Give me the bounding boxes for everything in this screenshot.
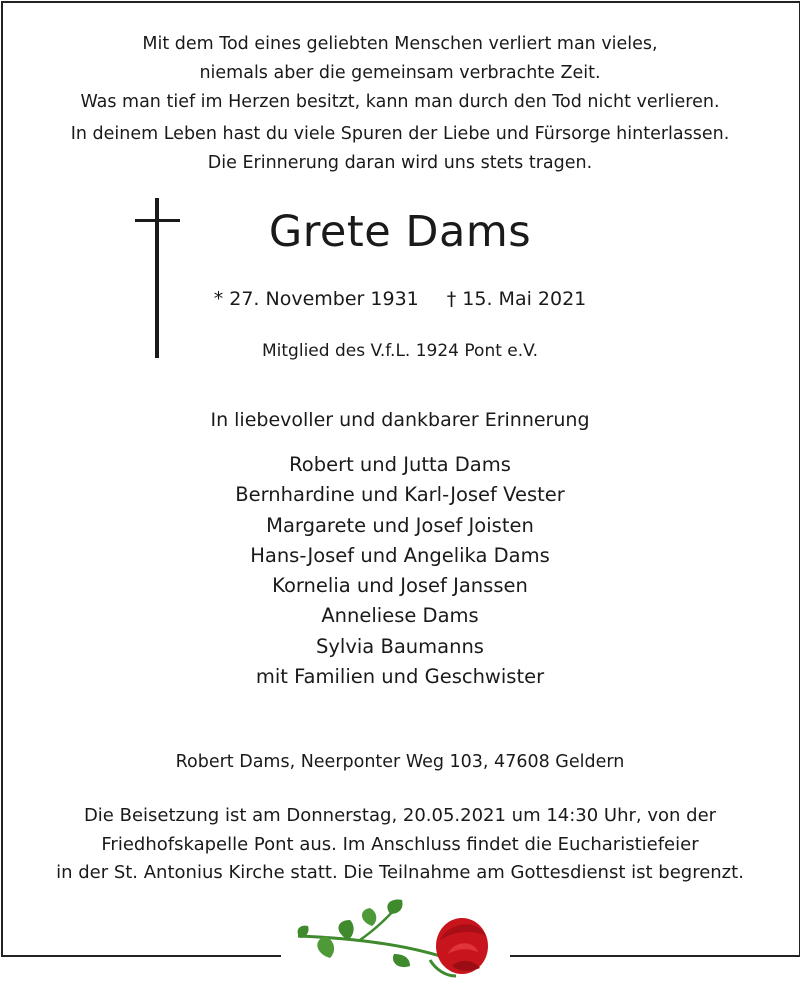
funeral-line: in der St. Antonius Kirche statt. Die Teilnahme am Gottesdienst ist begrenzt. xyxy=(56,862,744,883)
birth-date: * 27. November 1931 xyxy=(213,288,419,310)
rose-icon xyxy=(290,896,510,984)
poem-stanza-2 xyxy=(0,120,800,178)
membership: Mitglied des V.f.L. 1924 Pont e.V. xyxy=(262,341,538,361)
mourner: Sylvia Baumanns xyxy=(316,634,484,658)
mourner: Bernhardine und Karl-Josef Vester xyxy=(235,483,565,507)
funeral-line: Friedhofskapelle Pont aus. Im Anschluss findet die Eucharistiefeier xyxy=(101,833,699,855)
poem-stanza-1 xyxy=(0,30,800,117)
funeral-notice xyxy=(0,802,800,888)
bottom-border-left xyxy=(1,955,281,957)
death-date: † 15. Mai 2021 xyxy=(446,288,587,310)
mourner: Hans-Josef und Angelika Dams xyxy=(250,543,550,567)
poem-line: niemals aber die gemeinsam verbrachte Zeit. xyxy=(199,63,601,83)
mourner: Robert und Jutta Dams xyxy=(289,453,511,476)
mourner: mit Familien und Geschwister xyxy=(255,665,545,689)
contact-address: Robert Dams, Neerponter Weg 103, 47608 Geldern xyxy=(175,752,625,772)
mourner: Anneliese Dams xyxy=(321,604,479,628)
mourner: Margarete und Josef Joisten xyxy=(266,513,534,537)
funeral-line: Die Beisetzung ist am Donnerstag, 20.05.2021 um 14:30 Uhr, von der xyxy=(83,805,717,826)
mourners-list xyxy=(0,450,800,692)
poem-line: Mit dem Tod eines geliebten Menschen verliert man vieles, xyxy=(142,34,658,54)
bottom-border-right xyxy=(510,955,800,957)
poem-line: Die Erinnerung daran wird uns stets tragen. xyxy=(207,153,593,173)
life-dates xyxy=(0,285,800,313)
poem-line: In deinem Leben hast du viele Spuren der Liebe und Fürsorge hinterlassen. xyxy=(70,124,730,144)
deceased-name: Grete Dams xyxy=(268,207,532,257)
mourner: Kornelia und Josef Janssen xyxy=(272,574,528,598)
poem-line: Was man tief im Herzen besitzt, kann man durch den Tod nicht verlieren. xyxy=(80,92,720,112)
memory-line: In liebevoller und dankbarer Erinnerung xyxy=(210,409,590,431)
